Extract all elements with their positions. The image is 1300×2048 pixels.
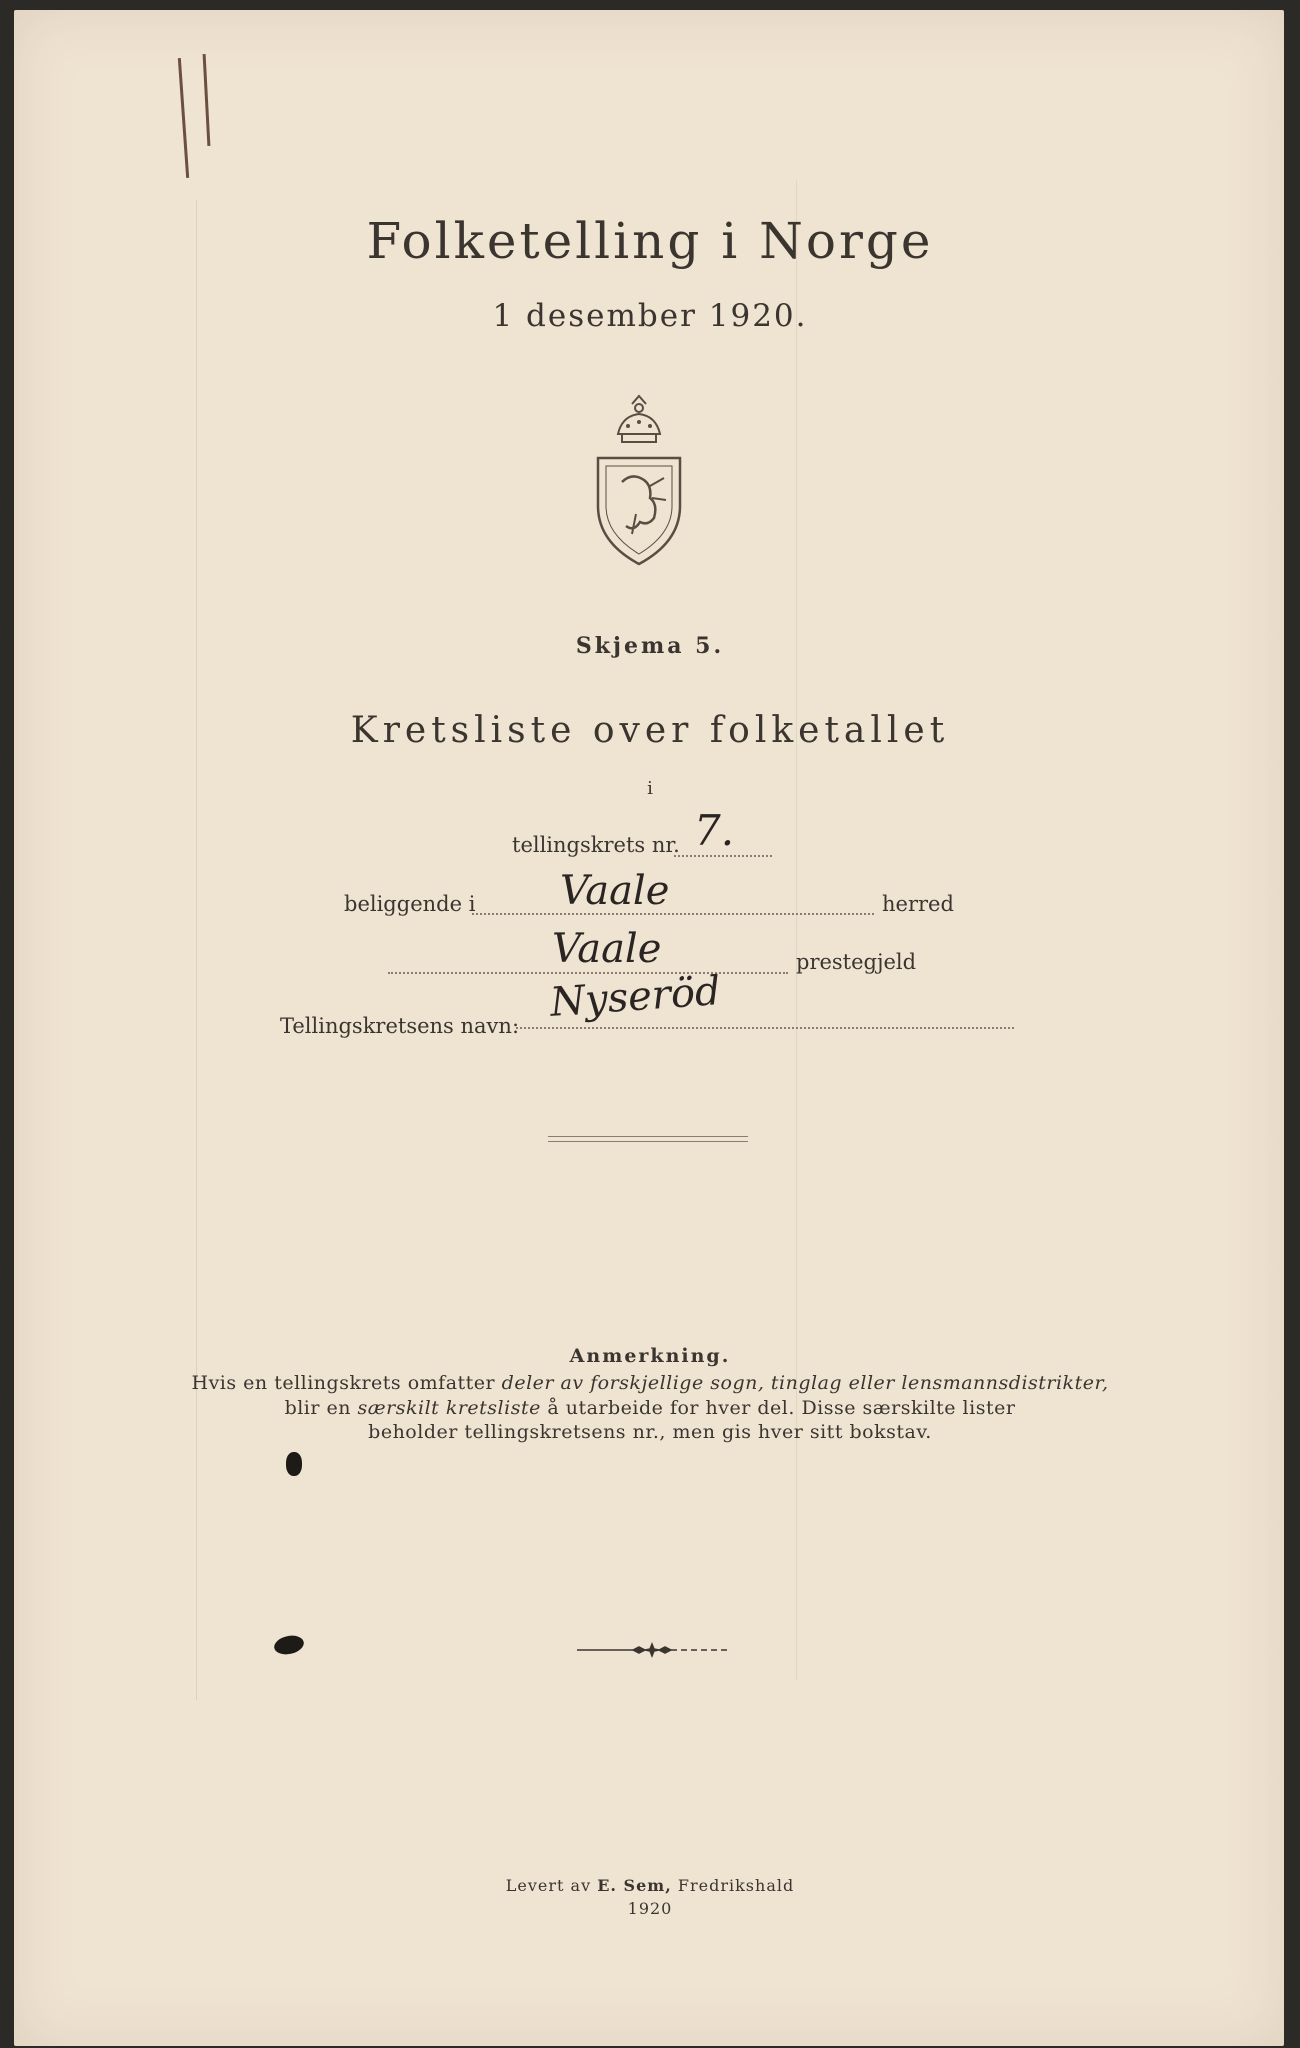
fold-line (796, 180, 797, 1680)
preposition: i (647, 778, 653, 799)
district-number-label: tellingskrets nr. (512, 833, 680, 857)
located-label: beliggende i (344, 892, 476, 916)
note-italic: særskilt kretsliste (357, 1397, 541, 1419)
printer-name: E. Sem, (597, 1876, 672, 1895)
district-name-line (516, 1027, 1014, 1029)
note-text: Hvis en tellingskrets omfatter (191, 1372, 502, 1394)
coat-of-arms-icon (592, 394, 686, 566)
parish-field[interactable]: Vaale (552, 926, 662, 972)
printer-credit (0, 1876, 1300, 1895)
ink-blot (286, 1452, 302, 1476)
municipality-field[interactable]: Vaale (560, 868, 670, 914)
printer-year: 1920 (627, 1899, 673, 1918)
document-title: Folketelling i Norge (366, 212, 934, 270)
form-heading: Kretsliste over folketallet (350, 710, 950, 751)
note-text: å utarbeide for hver del. Disse særskilte lister (540, 1397, 1016, 1419)
district-number-line (674, 855, 772, 857)
note-text: blir en (284, 1397, 358, 1419)
note-line-1 (0, 1372, 1300, 1394)
district-name-field[interactable]: Nyseröd (548, 968, 723, 1026)
divider (548, 1136, 748, 1142)
fold-line (196, 200, 197, 1700)
parish-suffix: prestegjeld (796, 950, 917, 974)
district-number-field[interactable]: 7. (694, 806, 735, 855)
schema-label: Skjema 5. (575, 633, 725, 659)
note-title: Anmerkning. (569, 1345, 731, 1367)
parish-line (388, 972, 788, 974)
note-italic: deler av forskjellige sogn, tinglag eller lensmannsdistrikter, (501, 1372, 1109, 1394)
printer-city: Fredrikshald (671, 1876, 795, 1895)
note-line-2 (0, 1397, 1300, 1419)
printer-prefix: Levert av (505, 1876, 598, 1895)
municipality-suffix: herred (882, 892, 954, 916)
census-date: 1 desember 1920. (492, 298, 808, 334)
ornament-divider-icon (575, 1640, 730, 1660)
municipality-line (472, 913, 874, 915)
note-line-3: beholder tellingskretsens nr., men gis hver sitt bokstav. (368, 1421, 932, 1443)
district-name-label: Tellingskretsens navn: (280, 1014, 520, 1038)
